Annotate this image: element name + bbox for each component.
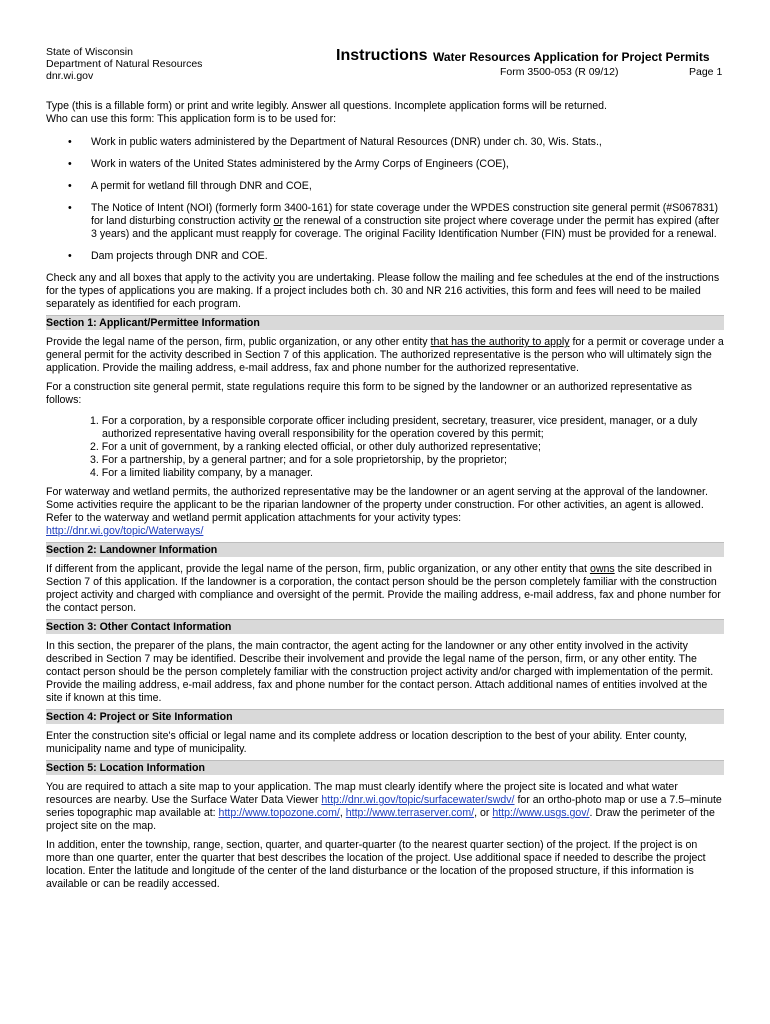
list-item: • Work in public waters administered by the Department of Natural Resources (DNR) under ch. 30, Wis. Stats., <box>68 136 602 148</box>
signatory-list <box>46 415 724 480</box>
agency-state: State of Wisconsin <box>46 46 133 58</box>
bullet-icon: • <box>68 250 72 262</box>
list-item: 4. For a limited liability company, by a manager. <box>90 467 313 479</box>
section-2-paragraph: If different from the applicant, provide the legal name of the person, firm, public organization, or any other entity that owns the site described in Section 7 of this application. If the landowner is a corporation, the contact person should be the person completely familiar with the construction project activity and charged with compliance and oversight of the permit. Provide the mailing address, e-mail address, fax and phone number for the contact person. <box>46 563 721 614</box>
section-4-paragraph: Enter the construction site's official or legal name and its complete address or location description to the best of your ability. Enter county, municipality name and type of municipality. <box>46 730 687 755</box>
section-1-paragraph-1: Provide the legal name of the person, firm, public organization, or any other entity that has the authority to apply for a permit or coverage under a general permit for the activity described in Section 7 of this application. The authorized representative is the person who will ultimately sign the application. Provide the mailing address, e-mail address, fax and phone number for the authorized representative. <box>46 336 724 374</box>
section-1-paragraph-3: For waterway and wetland permits, the authorized representative may be the landowner or an agent serving at the approval of the landowner. Some activities require the applicant to be the riparian landowner of the property under construction. For other activities, an agent is allowed. Refer to the waterway and wetland permit application attachments for your activity types: http://dnr.wi.gov/topic/Waterways/ <box>46 486 708 537</box>
bullet-icon: • <box>68 136 72 148</box>
instructions-heading: Instructions <box>336 47 428 64</box>
list-item: • The Notice of Intent (NOI) (formerly form 3400-161) for state coverage under the WPDES construction site general permit (#S067831) for land disturbing construction activity or the renewal of a construction site project where coverage under the permit has expired (after 3 years) and the applicant must reapply for coverage. The original Facility Identification Number (FIN) must be provided for a renewal. <box>68 202 720 240</box>
topozone-link[interactable]: http://www.topozone.com/ <box>218 807 340 819</box>
section-4-heading: Section 4: Project or Site Information <box>46 709 724 724</box>
agency-department: Department of Natural Resources <box>46 58 203 70</box>
section-1-heading: Section 1: Applicant/Permittee Information <box>46 315 724 330</box>
section-3-heading: Section 3: Other Contact Information <box>46 619 724 634</box>
intro-line-1: Type (this is a fillable form) or print and write legibly. Answer all questions. Incomplete application forms will be returned. <box>46 100 607 112</box>
intro-line-2: Who can use this form: This application form is to be used for: <box>46 113 337 125</box>
section-5-heading: Section 5: Location Information <box>46 760 724 775</box>
bullet-icon: • <box>68 202 72 214</box>
section-1-paragraph-2: For a construction site general permit, state regulations require this form to be signed by the landowner or an authorized representative as follows: <box>46 381 692 406</box>
page-number: Page 1 <box>689 66 723 78</box>
agency-website: dnr.wi.gov <box>46 70 94 82</box>
list-item: • A permit for wetland fill through DNR and COE, <box>68 180 312 192</box>
list-item: 2. For a unit of government, by a ranking elected official, or other duly authorized representative; <box>90 441 541 453</box>
bullet-icon: • <box>68 158 72 170</box>
use-list <box>46 136 724 263</box>
check-all-paragraph: Check any and all boxes that apply to the activity you are undertaking. Please follow the mailing and fee schedules at the end of the instructions for the types of applications you are making. If a project includes both ch. 30 and NR 216 activities, this form and fees will need to be mailed separately as identified for each program. <box>46 272 720 310</box>
form-title: Water Resources Application for Project Permits <box>433 50 710 64</box>
list-item: • Work in waters of the United States administered by the Army Corps of Engineers (COE), <box>68 158 509 170</box>
section-3-paragraph: In this section, the preparer of the plans, the main contractor, the agent acting for the landowner or any other entity involved in the activity described in Section 7 may be identified. Describe their involvement and provide the legal name of the person, firm, or any other entity. The contact person should be the person completely familiar with the construction project activity and/or charged with implementation of the permit. Provide the mailing address, e-mail address, fax and phone number for the contact person. Attach additional names of entities involved at the site if known at this time. <box>46 640 714 704</box>
section-2-heading: Section 2: Landowner Information <box>46 542 724 557</box>
form-number: Form 3500-053 (R 09/12) <box>500 66 619 78</box>
list-item: • Dam projects through DNR and COE. <box>68 250 268 262</box>
section-5-paragraph-2: In addition, enter the township, range, section, quarter, and quarter-quarter (to the nearest quarter section) of the project. If the project is on more than one quarter, enter the quarter that best describes the location of the project. Use additional space if needed to describe the project location. Enter the latitude and longitude of the center of the land disturbance or the location of the proposed structure, if this information is available or can be readily accessed. <box>46 839 706 890</box>
document-body <box>46 100 724 891</box>
agency-block <box>46 46 202 82</box>
swdv-link[interactable]: http://dnr.wi.gov/topic/surfacewater/swdv/ <box>321 794 515 806</box>
waterways-link[interactable]: http://dnr.wi.gov/topic/Waterways/ <box>46 525 204 537</box>
terraserver-link[interactable]: http://www.terraserver.com/ <box>345 807 475 819</box>
list-item: 1. For a corporation, by a responsible corporate officer including president, secretary, treasurer, vice president, manager, or a duly authorized representative having overall responsibility for the operation covered by this permit; <box>90 415 698 440</box>
section-5-paragraph-1: You are required to attach a site map to your application. The map must clearly identify where the project site is located and what water resources are nearby. Use the Surface Water Data Viewer http://dnr.wi.gov/topic/surfacewater/swdv/ for an ortho-photo map or use a 7.5–minute series topographic map available at: http://www.topozone.com/, http://www.terraserver.com/, or http://www.usgs.gov/. Draw the perimeter of the project site on the map. <box>46 781 722 832</box>
bullet-icon: • <box>68 180 72 192</box>
usgs-link[interactable]: http://www.usgs.gov/ <box>492 807 590 819</box>
list-item: 3. For a partnership, by a general partner; and for a sole proprietorship, by the proprietor; <box>90 454 507 466</box>
